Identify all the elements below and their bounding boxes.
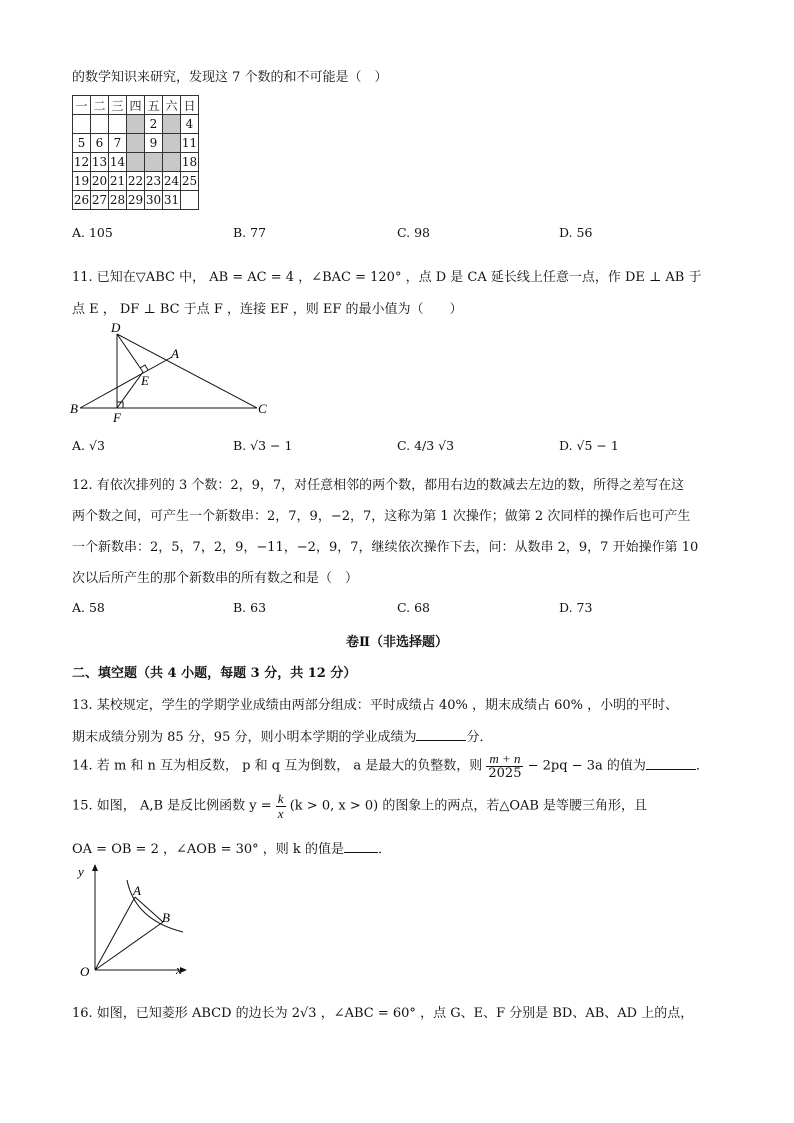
- calendar-header-row: [73, 96, 199, 115]
- q12-option-a[interactable]: A. 58: [72, 600, 105, 615]
- calendar-cell: 2: [145, 115, 163, 134]
- calendar-cell: 9: [145, 134, 163, 153]
- segment-ab: [135, 897, 163, 922]
- q14-stem: [72, 752, 709, 780]
- q12-stem-line1: 12. 有依次排列的 3 个数：2，9，7，对任意相邻的两个数，都用右边的数减去左边的数，所得之差写在这: [72, 478, 685, 493]
- label-c: C: [258, 401, 267, 416]
- q15-line2-end: ．: [377, 842, 391, 857]
- calendar-cell: 13: [91, 153, 109, 172]
- q15-line2-text: OA = OB = 2 ，∠AOB = 30° ，则 k 的值是: [72, 842, 344, 857]
- volume-title: 卷Ⅱ（非选择题）: [346, 635, 448, 650]
- q13-stem-line1: 13. 某校规定，学生的学期学业成绩由两部分组成：平时成绩占 40% ，期末成绩占 60% ，小明的平时、: [72, 698, 679, 713]
- label-x: x: [176, 962, 182, 977]
- q12-option-c[interactable]: C. 68: [397, 600, 430, 615]
- calendar-cell: 25: [181, 172, 199, 191]
- q11-option-c[interactable]: C. 4/3 √3: [397, 438, 455, 453]
- calendar-cell: 18: [181, 153, 199, 172]
- q14-answer-blank[interactable]: [646, 757, 696, 770]
- calendar-cell: 29: [127, 191, 145, 210]
- calendar-row: [73, 172, 199, 191]
- calendar-cell: 23: [145, 172, 163, 191]
- label-y: y: [78, 864, 84, 879]
- label-d: D: [111, 320, 121, 335]
- label-b: B: [162, 910, 170, 925]
- calendar-cell-shaded: [145, 153, 163, 172]
- q10-intro: 的数学知识来研究，发现这 7 个数的和不可能是（ ）: [72, 70, 388, 85]
- calendar-header-cell: 六: [163, 96, 181, 115]
- calendar-cell: 4: [181, 115, 199, 134]
- calendar-row: [73, 191, 199, 210]
- label-a: A: [133, 883, 141, 898]
- q13-stem-line2-end: 分．: [466, 730, 493, 745]
- q13-stem-line2: [72, 726, 493, 745]
- label-b: B: [70, 401, 78, 416]
- q11-stem-line1: 11. 已知在▽ABC 中， AB = AC = 4 ，∠BAC = 120° ，点 D 是 CA 延长线上任意一点，作 DE ⊥ AB 于: [72, 270, 702, 285]
- calendar-cell: 11: [181, 134, 199, 153]
- q15-coordinate-figure: [75, 860, 195, 980]
- calendar-cell: 7: [109, 134, 127, 153]
- calendar-header-cell: 五: [145, 96, 163, 115]
- calendar-cell-shaded: [163, 134, 181, 153]
- q11-stem-line2: 点 E ， DF ⊥ BC 于点 F ，连接 EF ，则 EF 的最小值为（ ）: [72, 302, 463, 317]
- segment-dc: [117, 334, 257, 408]
- q11-option-a[interactable]: A. √3: [72, 438, 105, 453]
- q15-stem-line2: [72, 838, 391, 857]
- calendar-header-cell: 三: [109, 96, 127, 115]
- y-axis-arrow: [92, 864, 98, 871]
- q15-fraction: [276, 792, 286, 820]
- calendar-table: [72, 95, 199, 210]
- calendar-cell: 21: [109, 172, 127, 191]
- q12-stem-line4: 次以后所产生的那个新数串的所有数之和是（ ）: [72, 571, 359, 586]
- q15-answer-blank[interactable]: [344, 840, 378, 853]
- calendar-cell: 19: [73, 172, 91, 191]
- q10-option-d[interactable]: D. 56: [559, 225, 593, 240]
- q10-option-c[interactable]: C. 98: [397, 225, 430, 240]
- calendar-row: [73, 134, 199, 153]
- q14-fraction-numerator: m + n: [486, 752, 523, 767]
- q10-option-b[interactable]: B. 77: [233, 225, 267, 240]
- label-e: E: [141, 373, 149, 388]
- label-f: F: [113, 410, 121, 425]
- q15-stem-line1: [72, 792, 647, 820]
- calendar-cell-shaded: [163, 153, 181, 172]
- q12-option-d[interactable]: D. 73: [559, 600, 593, 615]
- segment-oa: [95, 897, 135, 970]
- calendar-cell-shaded: [127, 115, 145, 134]
- q12-stem-line2: 两个数之间，可产生一个新数串：2，7，9，−2，7，这称为第 1 次操作；做第 2 次同样的操作后也可产生: [72, 509, 691, 524]
- label-a: A: [171, 346, 179, 361]
- q12-option-b[interactable]: B. 63: [233, 600, 267, 615]
- calendar-cell: 22: [127, 172, 145, 191]
- q14-suffix: − 2pq − 3a 的值为: [527, 758, 646, 774]
- q16-stem-line1: 16. 如图，已知菱形 ABCD 的边长为 2√3 ，∠ABC = 60° ，点 G、E、F 分别是 BD、AB、AD 上的点，: [72, 1006, 694, 1021]
- segment-ob: [95, 922, 163, 970]
- calendar-cell: 24: [163, 172, 181, 191]
- q14-fraction: [486, 752, 523, 780]
- calendar-cell: 5: [73, 134, 91, 153]
- q15-fraction-denominator: x: [277, 805, 284, 821]
- calendar-cell: [109, 115, 127, 134]
- calendar-row: [73, 153, 199, 172]
- segment-de: [117, 334, 143, 372]
- label-o: O: [80, 964, 90, 979]
- calendar-header-cell: 日: [181, 96, 199, 115]
- q13-stem-line2-text: 期末成绩分别为 85 分，95 分，则小明本学期的学业成绩为: [72, 730, 417, 745]
- calendar-header-cell: 一: [73, 96, 91, 115]
- segment-ef: [117, 372, 143, 408]
- q15-condition: (k > 0, x > 0) 的图象上的两点，若△OAB 是等腰三角形，且: [289, 798, 648, 814]
- calendar-cell: 31: [163, 191, 181, 210]
- calendar-cell-shaded: [163, 115, 181, 134]
- q12-stem-line3: 一个新数串：2，5，7，2，9，−11，−2，9，7，继续依次操作下去，问：从数串 2，9，7 开始操作第 10: [72, 540, 699, 555]
- calendar-row: [73, 115, 199, 134]
- calendar-cell: 30: [145, 191, 163, 210]
- segment-ba: [80, 357, 172, 408]
- calendar-cell: 27: [91, 191, 109, 210]
- calendar-cell-shaded: [127, 134, 145, 153]
- calendar-header-cell: 四: [127, 96, 145, 115]
- calendar-cell: 26: [73, 191, 91, 210]
- calendar-cell: [91, 115, 109, 134]
- q14-fraction-denominator: 2025: [488, 765, 522, 781]
- calendar-cell-shaded: [127, 153, 145, 172]
- q14-prefix: 14. 若 m 和 n 互为相反数， p 和 q 互为倒数， a 是最大的负整数，则: [72, 758, 483, 774]
- q15-fraction-numerator: k: [277, 791, 284, 806]
- fill-in-section-title: 二、填空题（共 4 小题，每题 3 分，共 12 分）: [72, 666, 357, 681]
- calendar-cell: 6: [91, 134, 109, 153]
- q14-end: ．: [695, 758, 709, 774]
- calendar-cell: [73, 115, 91, 134]
- calendar-cell: 14: [109, 153, 127, 172]
- q11-option-d[interactable]: D. √5 − 1: [559, 438, 619, 453]
- calendar-cell: 12: [73, 153, 91, 172]
- calendar-header-cell: 二: [91, 96, 109, 115]
- calendar-cell: 20: [91, 172, 109, 191]
- q13-answer-blank[interactable]: [416, 728, 466, 741]
- q10-option-a[interactable]: A. 105: [72, 225, 113, 240]
- q15-prefix: 15. 如图， A,B 是反比例函数 y =: [72, 798, 272, 814]
- q11-option-b[interactable]: B. √3 − 1: [233, 438, 293, 453]
- calendar-cell: 28: [109, 191, 127, 210]
- calendar-cell: [181, 191, 199, 210]
- q11-triangle-figure: [70, 318, 280, 428]
